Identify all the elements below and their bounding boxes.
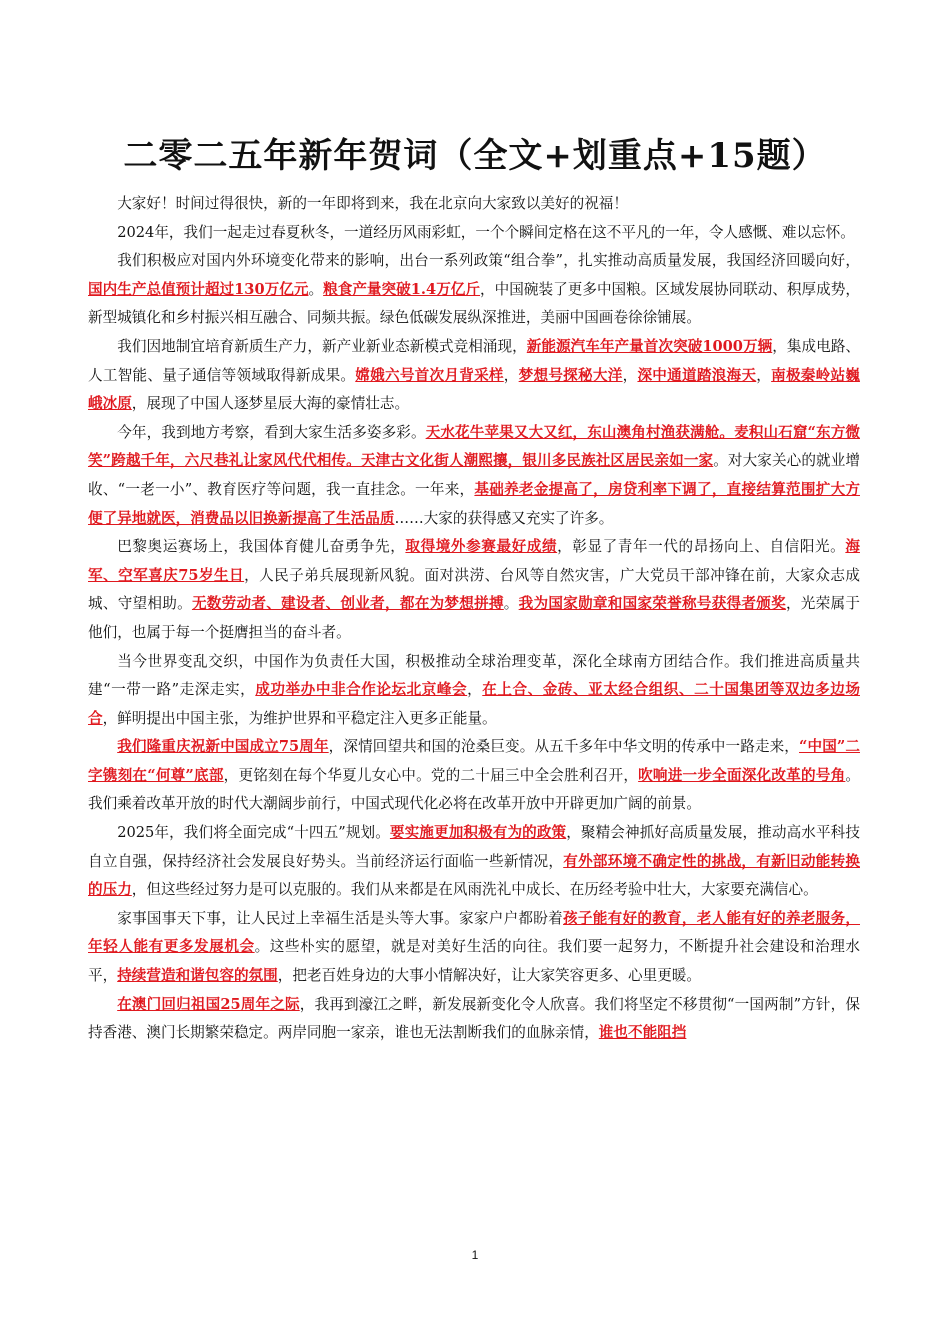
highlighted-key-point: 持续营造和谐包容的氛围: [117, 967, 278, 985]
body-text-segment: ，集成电路、人工智能、量子通信等领域取得新成果。: [88, 337, 860, 384]
body-text-segment: ，: [503, 366, 519, 384]
highlighted-key-point: 梦想号探秘大洋: [518, 366, 623, 384]
body-text-segment: 我们积极应对国内外环境变化带来的影响，出台一系列政策“组合拳”，扎实推动高质量发展，我国经济回暖向好，: [117, 252, 860, 270]
paragraph: [88, 219, 860, 248]
page-number: 1: [471, 1248, 479, 1262]
body-text-segment: 。对大家关心的就业增收、“一老一小”、教育医疗等问题，我一直挂念。一年来，: [88, 452, 860, 498]
highlighted-key-point: 在澳门回归祖国25周年之际: [117, 995, 300, 1013]
paragraph: [88, 648, 860, 734]
paragraph: [88, 533, 860, 647]
body-text-segment: ，: [622, 366, 638, 384]
body-text-segment: ，把老百姓身边的大事小情解决好，让大家笑容更多、心里更暖。: [277, 967, 701, 985]
highlighted-key-point: 基础养老金提高了，房贷利率下调了，直接结算范围扩大方便了异地就医，消费品以旧换新提高了生活品质: [88, 480, 860, 527]
highlighted-key-point: 在上合、金砖、亚太经合组织、二十国集团等双边多边场合: [88, 681, 860, 727]
highlighted-key-point: 吹响进一步全面深化改革的号角: [638, 766, 846, 784]
paragraph: [88, 991, 860, 1048]
highlighted-key-point: 国内生产总值预计超过130万亿元: [88, 280, 309, 298]
paragraph: [88, 905, 860, 991]
highlighted-key-point: 粮食产量突破1.4万亿斤: [323, 280, 481, 298]
body-text-segment: ，中国碗装了更多中国粮。区域发展协同联动、积厚成势，新型城镇化和乡村振兴相互融合、同频共振。绿色低碳发展纵深推进，美丽中国画卷徐徐铺展。: [88, 280, 860, 327]
body-text-segment: ，人民子弟兵展现新风貌。面对洪涝、台风等自然灾害，广大党员干部冲锋在前，大家众志成城、守望相助。: [88, 566, 860, 613]
document-title: 二零二五年新年贺词（全文+划重点+15题）: [123, 136, 827, 176]
body-text-segment: 。: [503, 595, 519, 613]
paragraph: [88, 733, 860, 819]
highlighted-key-point: 谁也不能阻挡: [598, 1024, 687, 1042]
body-text-segment: 2025年，我们将全面完成“十四五”规划。: [117, 824, 390, 842]
paragraph: [88, 247, 860, 333]
body-text-segment: ，: [756, 366, 772, 384]
highlighted-key-point: 取得境外参赛最好成绩: [405, 538, 558, 556]
body-text-segment: 2024年，我们一起走过春夏秋冬，一道经历风雨彩虹，一个个瞬间定格在这不平凡的一年，令人感慨、难以忘怀。: [117, 223, 855, 241]
highlighted-key-point: “中国”二字镌刻在“何尊”底部: [88, 738, 860, 784]
body-text-segment: ……大家的获得感又充实了许多。: [394, 509, 614, 527]
body-text-segment: ，深情回望共和国的沧桑巨变。从五千多年中华文明的传承中一路走来，: [328, 738, 799, 756]
body-text-segment: 我们因地制宜培育新质生产力，新产业新业态新模式竞相涌现，: [117, 337, 527, 355]
body-text-segment: 大家好！时间过得很快，新的一年即将到来，我在北京向大家致以美好的祝福！: [117, 195, 628, 212]
paragraph: [88, 333, 860, 419]
body-text-segment: ，光荣属于他们，也属于每一个挺膺担当的奋斗者。: [88, 595, 860, 641]
highlighted-key-point: 天水花牛苹果又大又红，东山澳角村渔获满舱。麦积山石窟“东方微笑”跨越千年，六尺巷礼让家风代代相传。天津古文化街人潮熙攘，银川多民族社区居民亲如一家: [88, 423, 860, 470]
highlighted-key-point: 有外部环境不确定性的挑战，有新旧动能转换的压力: [88, 852, 860, 899]
body-text-segment: ，展现了中国人逐梦星辰大海的豪情壮志。: [131, 395, 410, 413]
body-text-segment: 。这些朴实的愿望，就是对美好生活的向往。我们要一起努力，不断提升社会建设和治理水平，: [88, 938, 860, 985]
body-text-segment: 当今世界变乱交织，中国作为负责任大国，积极推动全球治理变革，深化全球南方团结合作。我们推进高质量共建“一带一路”走深走实，: [88, 652, 860, 699]
highlighted-key-point: 成功举办中非合作论坛北京峰会: [255, 681, 468, 699]
highlighted-key-point: 我为国家勋章和国家荣誉称号获得者颁奖: [518, 595, 786, 613]
body-text-segment: ，聚精会神抓好高质量发展，推动高水平科技自立自强，保持经济社会发展良好势头。当前经济运行面临一些新情况，: [88, 824, 860, 870]
paragraph: [88, 819, 860, 905]
body-text-segment: ，鲜明提出中国主张，为维护世界和平稳定注入更多正能量。: [102, 709, 497, 727]
highlighted-key-point: 南极秦岭站巍峨冰原: [88, 366, 860, 413]
body-text-segment: ，我再到濠江之畔，新发展新变化令人欣喜。我们将坚定不移贯彻“一国两制”方针，保持香港、澳门长期繁荣稳定。两岸同胞一家亲，谁也无法割断我们的血脉亲情，: [88, 995, 860, 1042]
body-text-segment: 今年，我到地方考察，看到大家生活多姿多彩。: [117, 423, 426, 441]
highlighted-key-point: 嫦娥六号首次月背采样: [355, 366, 504, 384]
highlighted-key-point: 海军、空军喜庆75岁生日: [88, 538, 860, 584]
body-text-segment: 。我们乘着改革开放的时代大潮阔步前行，中国式现代化必将在改革开放中开辟更加广阔的前景。: [88, 766, 860, 813]
body-text-segment: ，彰显了青年一代的昂扬向上、自信阳光。: [557, 538, 846, 556]
paragraph: [88, 419, 860, 533]
body-text-segment: ，但这些经过努力是可以克服的。我们从来都是在风雨洗礼中成长、在历经考验中壮大，大家要充满信心。: [131, 881, 818, 899]
body-text-segment: ，更铭刻在每个华夏儿女心中。党的二十届三中全会胜利召开，: [223, 766, 639, 784]
highlighted-key-point: 要实施更加积极有为的政策: [389, 824, 567, 842]
body-text-segment: 。: [308, 280, 324, 298]
body-text-segment: 巴黎奥运赛场上，我国体育健儿奋勇争先，: [117, 538, 406, 556]
highlighted-key-point: 无数劳动者、建设者、创业者，都在为梦想拼搏: [191, 595, 504, 613]
body-text-segment: 家事国事天下事，让人民过上幸福生活是头等大事。家家户户都盼着: [117, 909, 564, 927]
highlighted-key-point: 孩子能有好的教育，老人能有好的养老服务，年轻人能有更多发展机会: [88, 909, 860, 956]
paragraph: [88, 190, 860, 219]
body-text-segment: ，: [467, 681, 483, 699]
document-body: [88, 190, 860, 1048]
highlighted-key-point: 我们隆重庆祝新中国成立75周年: [117, 738, 329, 756]
highlighted-key-point: 新能源汽车年产量首次突破1000万辆: [526, 337, 773, 355]
highlighted-key-point: 深中通道踏浪海天: [637, 366, 757, 384]
